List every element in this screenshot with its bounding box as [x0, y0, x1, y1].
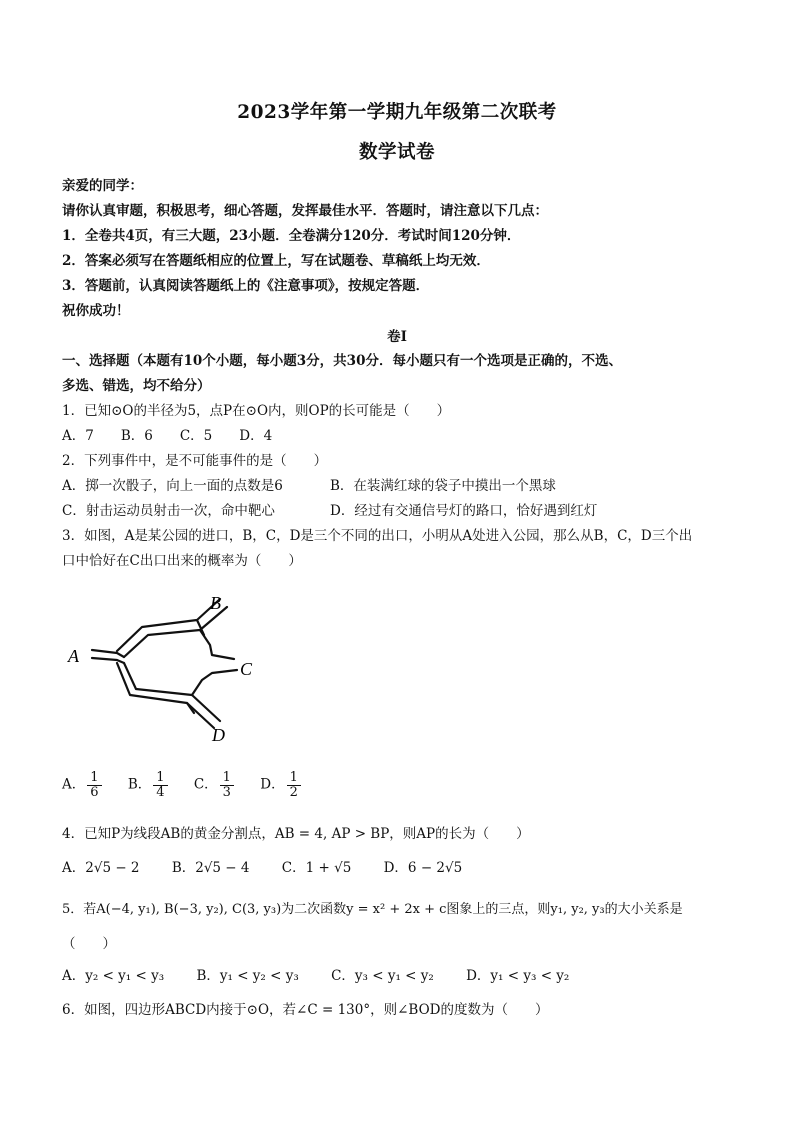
q4-option-a: A．2√5 − 2	[62, 860, 140, 876]
intro-line-4: 3．答题前，认真阅读答题纸上的《注意事项》，按规定答题．	[62, 278, 430, 294]
q3-park-diagram	[62, 585, 282, 750]
intro-closing: 祝你成功！	[62, 303, 130, 319]
q5-options	[62, 964, 589, 984]
q6-stem: 6．如图，四边形ABCD内接于⊙O，若∠C = 130°，则∠BOD的度数为（ ）	[62, 1002, 549, 1018]
q2-option-d: D．经过有交通信号灯的路口，恰好遇到红灯	[330, 503, 598, 519]
q2-option-b: B．在装满红球的袋子中摸出一个黑球	[330, 478, 556, 494]
section-heading-line-1: 一、选择题（本题有10个小题，每小题3分，共30分．每小题只有一个选项是正确的，不选、	[62, 353, 622, 369]
q5-stem: 5．若A(−4, y₁), B(−3, y₂), C(3, y₃)为二次函数y = x² + 2x + c图象上的三点，则y₁, y₂, y₃的大小关系是	[62, 902, 683, 917]
q5-option-b: B．y₁ < y₂ < y₃	[196, 968, 299, 984]
q3-option-b-den: 4	[156, 784, 165, 800]
q5-option-a: A．y₂ < y₁ < y₃	[62, 968, 165, 984]
volume-label: 卷Ⅰ	[387, 329, 407, 345]
q3-stem-line-2: 口中恰好在C出口出来的概率为（ ）	[62, 553, 302, 569]
q4-option-c: C．1 + √5	[281, 860, 352, 876]
q4-option-b: B．2√5 − 4	[171, 860, 250, 876]
intro-line-1: 请你认真审题，积极思考，细心答题，发挥最佳水平．答题时，请注意以下几点：	[62, 203, 548, 219]
exam-subtitle: 数学试卷	[358, 142, 435, 163]
q3-option-b	[128, 771, 170, 799]
q4-options	[62, 856, 482, 876]
q3-option-a-fraction	[87, 771, 101, 799]
q3-option-a-letter: A．	[62, 776, 86, 793]
intro-line-3: 2．答案必须写在答题纸相应的位置上，写在试题卷、草稿纸上均无效．	[62, 253, 490, 269]
q3-label-c: C	[240, 659, 253, 679]
q3-option-a	[62, 771, 104, 799]
q3-option-d-num: 1	[287, 771, 301, 786]
q3-option-d	[260, 771, 303, 799]
q3-label-d: D	[212, 725, 225, 745]
q3-option-c-den: 3	[222, 784, 231, 800]
q3-stem-line-1: 3．如图，A是某公园的进口，B，C，D是三个不同的出口，小明从A处进入公园，那么从B，C，D三个出	[62, 528, 693, 544]
q1-stem: 1．已知⊙O的半径为5，点P在⊙O内，则OP的长可能是（ ）	[62, 403, 451, 419]
q3-option-c-num: 1	[220, 771, 234, 786]
q4-option-d: D．6 − 2√5	[383, 860, 463, 876]
q3-option-a-num: 1	[87, 771, 101, 786]
q2-stem: 2．下列事件中，是不可能事件的是（ ）	[62, 453, 328, 469]
q3-option-c-letter: C．	[193, 776, 218, 793]
exam-title: 2023学年第一学期九年级第二次联考	[237, 102, 557, 123]
q3-option-a-den: 6	[90, 784, 99, 800]
q2-option-c: C．射击运动员射击一次，命中靶心	[62, 503, 275, 519]
q3-option-b-letter: B．	[127, 776, 152, 793]
section-heading-line-2: 多选、错选，均不给分）	[62, 378, 211, 394]
q5-option-d: D．y₁ < y₃ < y₂	[466, 968, 570, 984]
q2-option-a: A．掷一次骰子，向上一面的点数是6	[62, 478, 283, 494]
q3-option-b-fraction	[153, 771, 167, 799]
q4-stem: 4．已知P为线段AB的黄金分割点，AB = 4, AP > BP，则AP的长为（ ）	[62, 826, 530, 842]
q1-options: A．7 B．6 C．5 D．4	[62, 428, 273, 444]
q3-option-c	[194, 771, 236, 799]
q3-option-c-fraction	[220, 771, 234, 799]
q3-label-a: A	[68, 646, 79, 666]
intro-line-2: 1．全卷共4页，有三大题，23小题．全卷满分120分．考试时间120分钟．	[62, 228, 521, 244]
q5-stem-line-2: （ ）	[62, 936, 116, 952]
q5-option-c: C．y₃ < y₁ < y₂	[331, 968, 434, 984]
q3-option-b-num: 1	[153, 771, 167, 786]
intro-greeting: 亲爱的同学：	[62, 178, 143, 194]
q3-option-d-letter: D．	[260, 776, 285, 793]
q3-options	[62, 771, 323, 799]
q3-option-d-fraction	[287, 771, 301, 799]
q3-option-d-den: 2	[289, 784, 298, 800]
q3-label-b: B	[210, 593, 221, 613]
